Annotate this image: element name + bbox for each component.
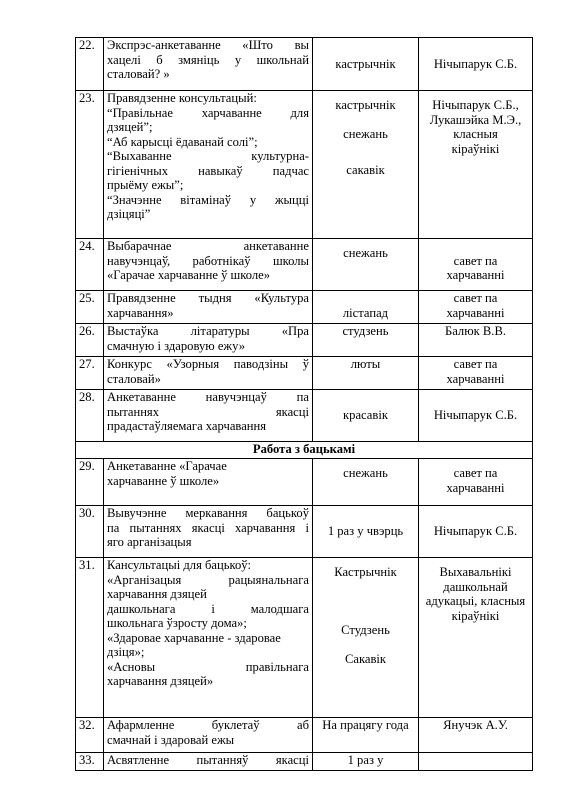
event-description: Выстаўка літаратуры «Пра смачную і здаровую ежу» <box>104 324 313 357</box>
event-description: Конкурс «Узорныя паводзіны ў сталовай» <box>104 357 313 390</box>
event-description: Асвятленне пытанняў якасці <box>104 753 313 771</box>
section-heading-row <box>76 442 533 459</box>
table-row <box>76 38 533 91</box>
event-date: студзень <box>313 324 419 357</box>
event-description: Кансультацыі для бацькоў: «Арганізацыя рацыянальнага харчавання дзяцей дашкольнага і малодшага школьнага ўзросту дома»; «Здаровае харчаванне - здаровае дзіця»; «Асновы правільнага харчавання дзяцей» <box>104 558 313 718</box>
table-row <box>76 459 533 506</box>
event-date: 1 раз у чвэрць <box>313 506 419 558</box>
row-number: 25. <box>76 291 104 324</box>
table-row <box>76 506 533 558</box>
event-date: снежань <box>313 239 419 291</box>
row-number: 24. <box>76 239 104 291</box>
table-row <box>76 558 533 718</box>
event-description: Анкетаванне «Гарачае харчаванне ў школе» <box>104 459 313 506</box>
event-date: кастрычнік снежань сакавік <box>313 91 419 239</box>
event-date: лістапад <box>313 291 419 324</box>
table-row <box>76 753 533 771</box>
responsible-person: савет па харчаванні <box>419 357 533 390</box>
responsible-person: савет па харчаванні <box>419 291 533 324</box>
document-page <box>75 37 532 771</box>
event-description: Вывучэнне меркавання бацькоў па пытаннях якасці харчавання і яго арганізацыя <box>104 506 313 558</box>
event-description: Афармленне буклетаў аб смачнай і здаровай ежы <box>104 718 313 753</box>
event-date: люты <box>313 357 419 390</box>
responsible-person: Нічыпарук С.Б. <box>419 38 533 91</box>
row-number: 28. <box>76 390 104 442</box>
section-heading: Работа з бацькамі <box>76 442 533 459</box>
responsible-person: Нічыпарук С.Б. <box>419 390 533 442</box>
responsible-person: савет па харчаванні <box>419 459 533 506</box>
event-description: Экспрэс-анкетаванне «Што вы хацелі б змяніць у школьнай сталовай? » <box>104 38 313 91</box>
event-description: Выбарачнае анкетаванне навучэнцаў, работнікаў школы «Гарачае харчаванне ў школе» <box>104 239 313 291</box>
event-description: Правядзенне тыдня «Культура харчавання» <box>104 291 313 324</box>
table-row <box>76 91 533 239</box>
responsible-person: Нічыпарук С.Б., Лукашэйка М.Э., класныя кіраўнікі <box>419 91 533 239</box>
row-number: 29. <box>76 459 104 506</box>
responsible-person: Янучэк А.У. <box>419 718 533 753</box>
row-number: 23. <box>76 91 104 239</box>
responsible-person: Балюк В.В. <box>419 324 533 357</box>
event-date: кастрычнік <box>313 38 419 91</box>
event-date: 1 раз у <box>313 753 419 771</box>
event-description: Правядзенне консультацый: “Правільнае харчаванне для дзяцей”; “Аб карысці ёдаванай солі”; “Выхаванне культурна- гігіенічных навыкаў падчас прыёму ежы”; “Значэнне вітамінаў у жыцці дзіцяці” <box>104 91 313 239</box>
row-number: 22. <box>76 38 104 91</box>
responsible-person: савет па харчаванні <box>419 239 533 291</box>
event-date: Кастрычнік Студзень Сакавік <box>313 558 419 718</box>
table-row <box>76 390 533 442</box>
table-row <box>76 357 533 390</box>
row-number: 30. <box>76 506 104 558</box>
row-number: 26. <box>76 324 104 357</box>
row-number: 31. <box>76 558 104 718</box>
table-row <box>76 291 533 324</box>
row-number: 32. <box>76 718 104 753</box>
event-date: красавік <box>313 390 419 442</box>
event-date: снежань <box>313 459 419 506</box>
event-description: Анкетаванне навучэнцаў па пытаннях якасці прадастаўляемага харчавання <box>104 390 313 442</box>
table-row <box>76 324 533 357</box>
responsible-person <box>419 753 533 771</box>
table-row <box>76 718 533 753</box>
plan-table <box>75 37 533 771</box>
responsible-person: Выхавальнікі дашкольнай адукацыі, класныя кіраўнікі <box>419 558 533 718</box>
event-date: На працягу года <box>313 718 419 753</box>
row-number: 27. <box>76 357 104 390</box>
row-number: 33. <box>76 753 104 771</box>
responsible-person: Нічыпарук С.Б. <box>419 506 533 558</box>
table-row <box>76 239 533 291</box>
